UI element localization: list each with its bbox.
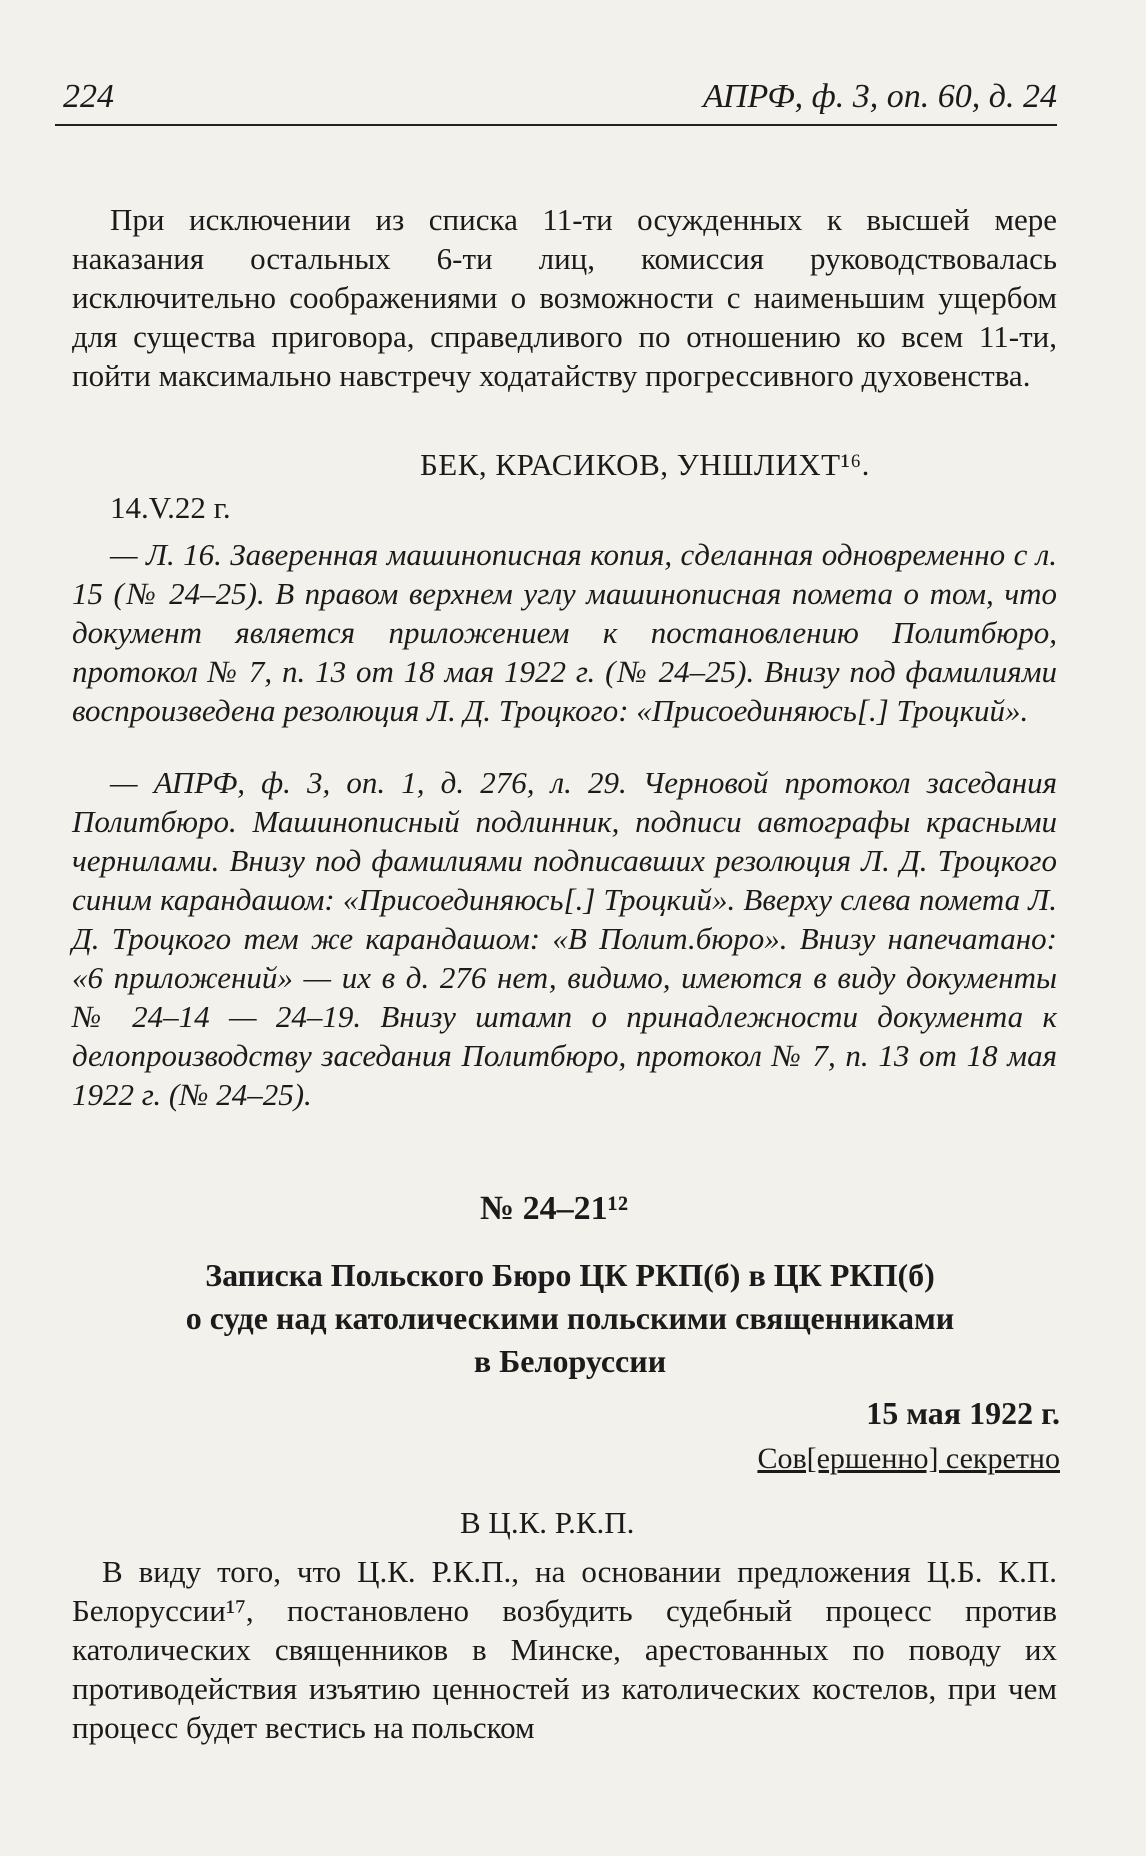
archival-note-1: — Л. 16. Заверенная машинописная копия, сделанная одновременно с л. 15 (№ 24–25). В правом верхнем углу машинописная помета о том, что документ является приложением к постановлению Политбюро, протокол № 7, п. 13 от 18 мая 1922 г. (№ 24–25). Внизу под фамилиями воспроизведена резолюция Л. Д. Троцкого: «Присоединяюсь[.] Троцкий». [72, 537, 1057, 728]
archival-note-2: — АПРФ, ф. 3, оп. 1, д. 276, л. 29. Черновой протокол заседания Политбюро. Машинописный подлинник, подписи автографы красными чернилами. Внизу под фамилиями подписавших резолюция Л. Д. Троцкого синим карандашом: «Присоединяюсь[.] Троцкий». Вверху слева помета Л. Д. Троцкого тем же карандашом: «В Полит.бюро». Внизу напечатано: «6 приложений» — их в д. 276 нет, видимо, имеются в виду документы № 24–14 — 24–19. Внизу штамп о принадлежности документа к делопроизводству заседания Политбюро, протокол № 7, п. 13 от 18 мая 1922 г. (№ 24–25). [72, 765, 1057, 1112]
title-line: в Белоруссии [473, 1343, 667, 1379]
archive-reference: АПРФ, ф. 3, оп. 60, д. 24 [702, 78, 1057, 115]
paragraph-commission: При исключении из списка 11-ти осужденных к высшей мере наказания остальных 6-ти лиц, комиссия руководствовалась исключительно соображениями о возможности с наименьшим ущербом для существа приговора, справедливого по отношению ко всем 11-ти, пойти максимально навстречу ходатайству прогрессивного духовенства. [72, 202, 1057, 393]
page-number: 224 [63, 78, 114, 115]
addressee: В Ц.К. Р.К.П. [460, 1505, 635, 1540]
title-line: Записка Польского Бюро ЦК РКП(б) в ЦК РКП(б) [205, 1257, 935, 1293]
classification-mark: Сов[ершенно] секретно [757, 1442, 1060, 1475]
document-date: 15 мая 1922 г. [866, 1395, 1060, 1431]
date-line: 14.V.22 г. [110, 490, 231, 525]
document-number: № 24–21¹² [480, 1190, 629, 1227]
document-body: В виду того, что Ц.К. Р.К.П., на основании предложения Ц.Б. К.П. Белоруссии¹⁷, постановлено возбудить судебный процесс против католических священников в Минске, арестованных по поводу их противодействия изъятию ценностей из католических костелов, при чем процесс будет вестись на польском [72, 1554, 1057, 1745]
signatories: БЕК, КРАСИКОВ, УНШЛИХТ¹⁶. [420, 447, 870, 482]
document-title [90, 1254, 1050, 1383]
title-line: о суде над католическими польскими священниками [185, 1300, 955, 1336]
running-header [55, 72, 1057, 126]
